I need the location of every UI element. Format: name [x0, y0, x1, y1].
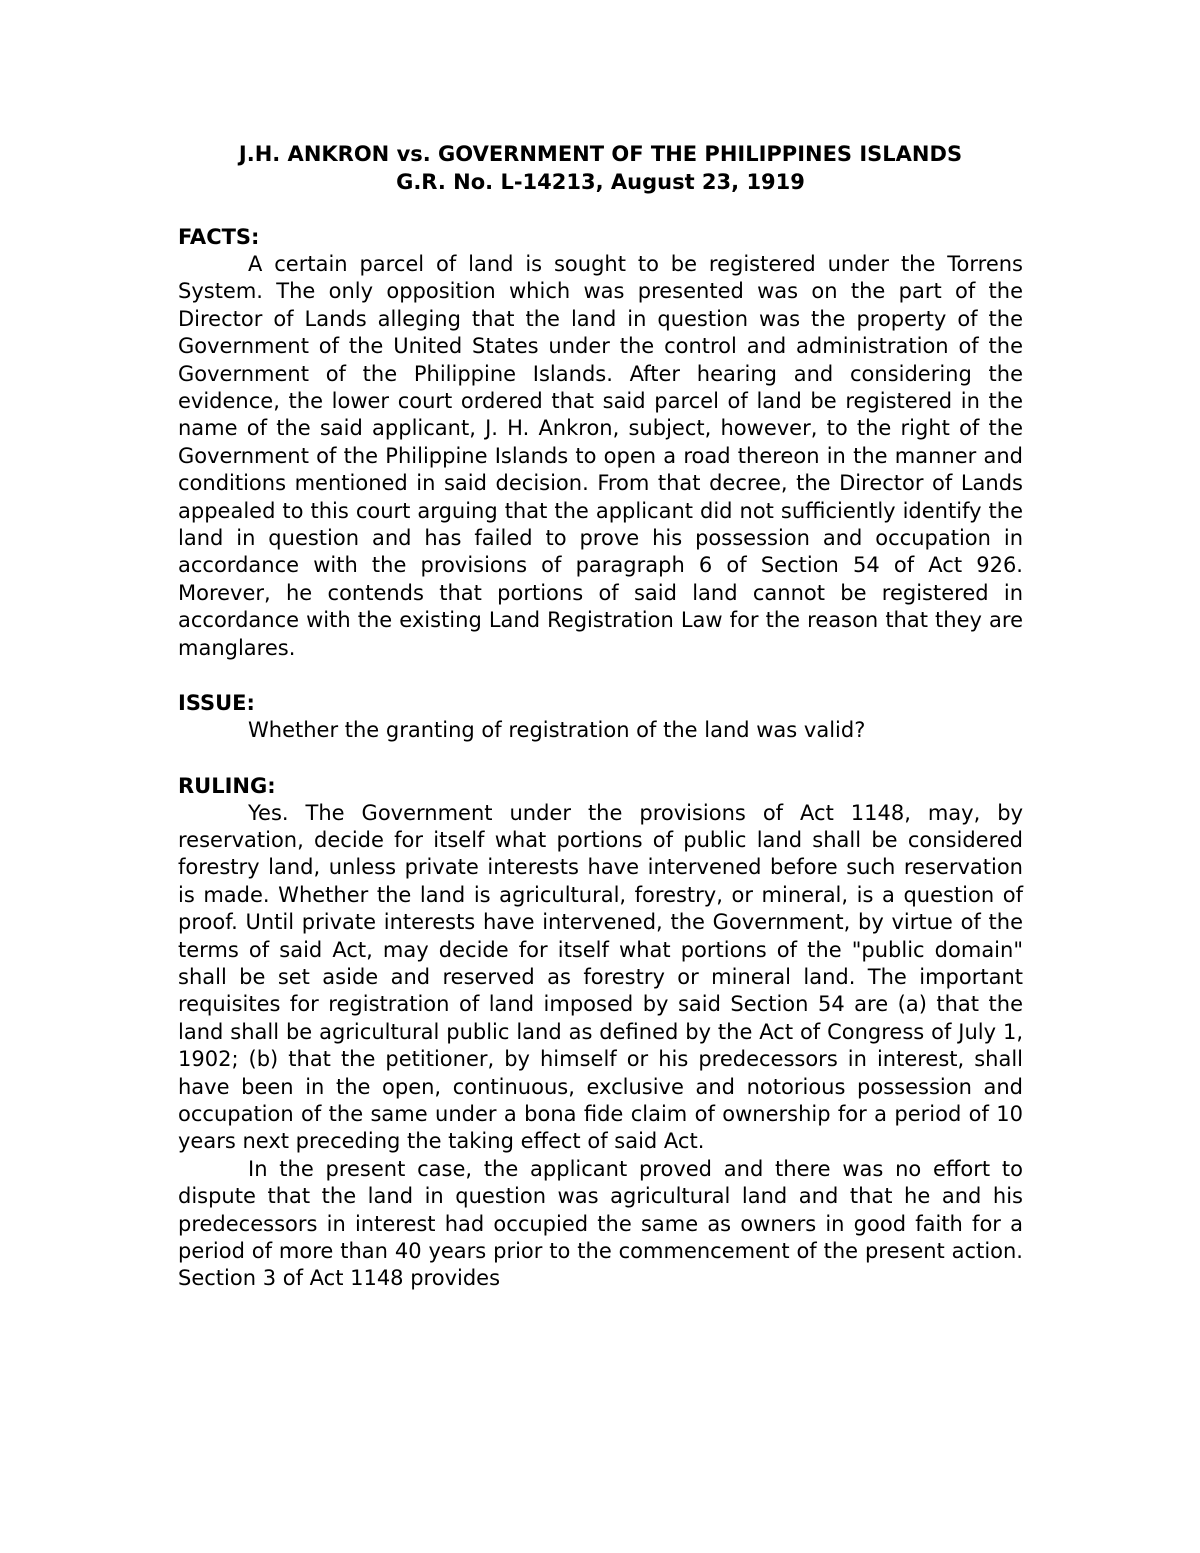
- facts-paragraph: A certain parcel of land is sought to be registered under the Torrens System. The only opposition which was presented was on the part of the Director of Lands alleging that the land in question was the property of the Government of the United States under the control and administration of the Government of the Philippine Islands. After hearing and considering the evidence, the lower court ordered that said parcel of land be registered in the name of the said applicant, J. H. Ankron, subject, however, to the right of the Government of the Philippine Islands to open a road thereon in the manner and conditions mentioned in said decision. From that decree, the Director of Lands appealed to this court arguing that the applicant did not sufficiently identify the land in question and has failed to prove his possession and occupation in accordance with the provisions of paragraph 6 of Section 54 of Act 926. Morever, he contends that portions of said land cannot be registered in accordance with the existing Land Registration Law for the reason that they are manglares.: [178, 252, 1023, 660]
- case-title: J.H. ANKRON vs. GOVERNMENT OF THE PHILIPPINES ISLANDS: [238, 142, 963, 166]
- spacer: [178, 662, 1023, 689]
- issue-heading: ISSUE:: [178, 691, 255, 716]
- document-page: [178, 140, 1023, 1293]
- spacer: [178, 745, 1023, 772]
- issue-paragraph: Whether the granting of registration of the land was valid?: [248, 718, 866, 743]
- ruling-paragraph-2: In the present case, the applicant proved and there was no effort to dispute that the land in question was agricultural land and that he and his predecessors in interest had occupied the same as owners in good faith for a period of more than 40 years prior to the commencement of the present action. Section 3 of Act 1148 provides: [178, 1156, 1023, 1291]
- ruling-heading: RULING:: [178, 773, 276, 798]
- case-citation: G.R. No. L-14213, August 23, 1919: [396, 170, 805, 194]
- ruling-paragraph-1: Yes. The Government under the provisions of Act 1148, may, by reservation, decide for itself what portions of public land shall be considered forestry land, unless private interests have intervened before such reservation is made. Whether the land is agricultural, forestry, or mineral, is a question of proof. Until private interests have intervened, the Government, by virtue of the terms of said Act, may decide for itself what portions of the "public domain" shall be set aside and reserved as forestry or mineral land. The important requisites for registration of land imposed by said Section 54 are (a) that the land shall be agricultural public land as defined by the Act of Congress of July 1, 1902; (b) that the petitioner, by himself or his predecessors in interest, shall have been in the open, continuous, exclusive and notorious possession and occupation of the same under a bona fide claim of ownership for a period of 10 years next preceding the taking effect of said Act.: [178, 800, 1023, 1154]
- facts-heading: FACTS:: [178, 225, 260, 249]
- spacer: [178, 196, 1023, 223]
